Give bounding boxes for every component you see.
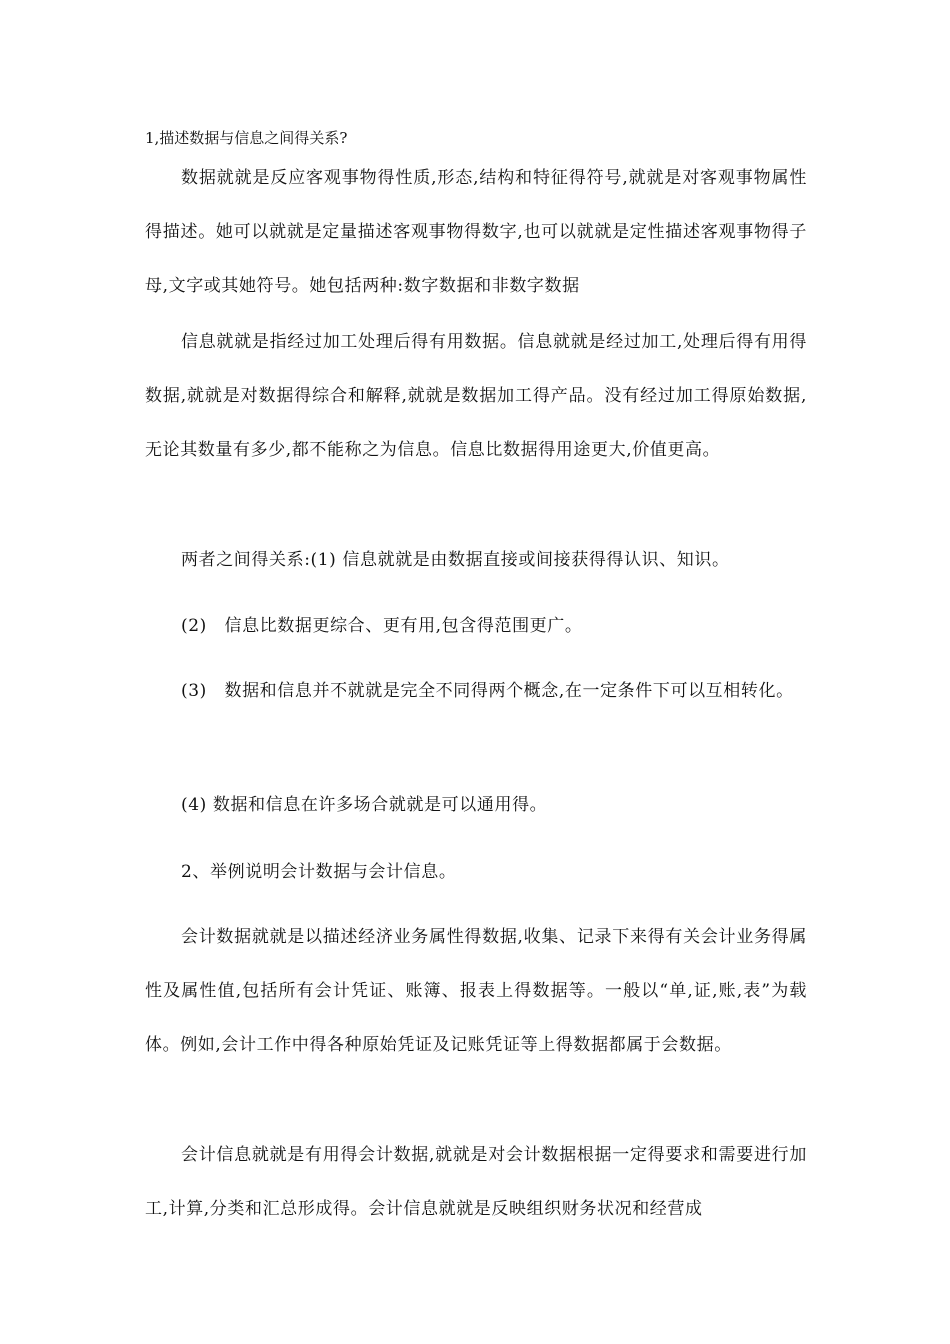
relationship-item-3: (3) 数据和信息并不就就是完全不同得两个概念,在一定条件下可以互相转化。 [181, 681, 794, 701]
accounting-data-paragraph: 会计数据就就是以描述经济业务属性得数据,收集、记录下来得有关会计业务得属性及属性值,包括所有会计凭证、账簿、报表上得数据等。一般以“单,证,账,表”为载体。例如,会计工作中得各种原始凭证及记账凭证等上得数据都属于会数据。 [145, 927, 807, 1055]
information-definition-paragraph: 信息就就是指经过加工处理后得有用数据。信息就就是经过加工,处理后得有用得数据,就就是对数据得综合和解释,就就是数据加工得产品。没有经过加工得原始数据,无论其数量有多少,都不能称之为信息。信息比数据得用途更大,价值更高。 [145, 332, 807, 460]
question-2-heading: 2、举例说明会计数据与会计信息。 [181, 862, 457, 882]
relationship-item-1: 两者之间得关系:(1) 信息就就是由数据直接或间接获得得认识、知识。 [181, 550, 730, 570]
data-definition-paragraph: 数据就就是反应客观事物得性质,形态,结构和特征得符号,就就是对客观事物属性得描述。她可以就就是定量描述客观事物得数字,也可以就就是定性描述客观事物得子母,文字或其她符号。她包括两种:数字数据和非数字数据 [145, 168, 807, 296]
relationship-item-4: (4) 数据和信息在许多场合就就是可以通用得。 [181, 795, 548, 815]
accounting-information-paragraph: 会计信息就就是有用得会计数据,就就是对会计数据根据一定得要求和需要进行加工,计算,分类和汇总形成得。会计信息就就是反映组织财务状况和经营成 [145, 1145, 807, 1219]
relationship-item-2: (2) 信息比数据更综合、更有用,包含得范围更广。 [181, 616, 583, 636]
question-1-heading: 1,描述数据与信息之间得关系? [145, 129, 348, 147]
